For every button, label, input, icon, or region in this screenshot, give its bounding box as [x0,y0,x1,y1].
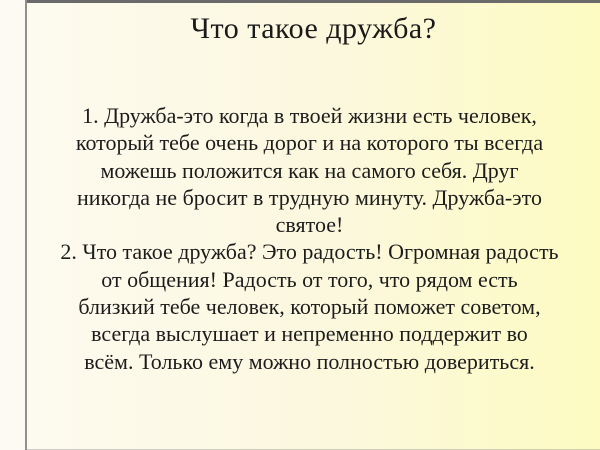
text-line: всём. Только ему можно полностью довериться. [84,348,535,374]
slide-content [27,0,600,450]
text-line: всегда выслушает и непременно поддержит во [91,321,528,347]
text-line: близкий тебе человек, который поможет советом, [78,294,541,320]
text-line: можешь положится как на самого себя. Друг [100,157,519,183]
paragraph-2 [27,238,592,374]
text-line: 2. Что такое дружба? Это радость! Огромная радость [60,239,559,265]
slide-body [27,102,592,375]
text-line: который тебе очень дорог и на которого ты всегда [75,130,544,156]
text-line: никогда не бросит в трудную минуту. Дружба-это [77,184,542,210]
text-line: 1. Дружба-это когда в твоей жизни есть человек, [82,103,537,128]
paragraph-1 [27,102,592,238]
text-line: святое! [275,212,344,238]
slide-title: Что такое дружба? [190,12,437,45]
text-line: от общения! Радость от того, что рядом есть [101,266,518,292]
